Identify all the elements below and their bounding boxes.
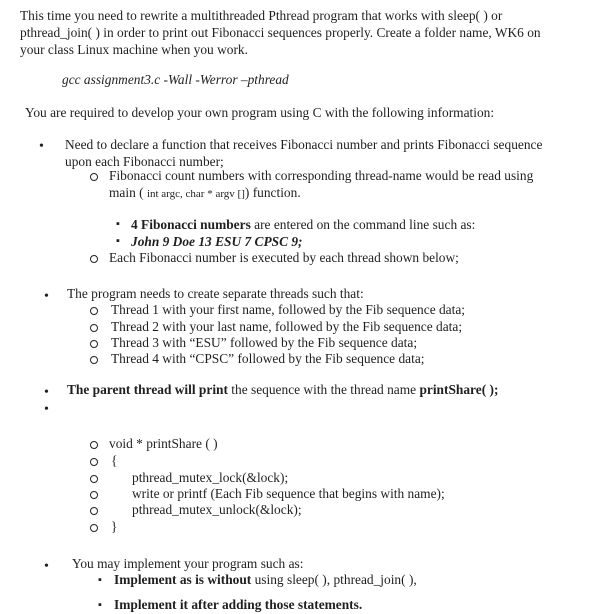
bullet-dot: • [44,402,49,417]
circle-bullet [90,475,98,483]
fib-count-line-1: Fibonacci count numbers with corresponding thread-name would be read using [109,168,534,183]
thread-execution-note: Each Fibonacci number is executed by each thread shown below; [109,250,459,265]
bullet-dot: • [39,139,44,154]
threads-heading: The program needs to create separate threads such that: [67,286,364,301]
circle-bullet [90,324,98,332]
fib-function-line-2: upon each Fibonacci number; [65,154,224,169]
circle-bullet [90,356,98,364]
circle-bullet [90,307,98,315]
code-line: } [111,519,118,534]
circle-bullet [90,524,98,532]
fib-function-line-1: Need to declare a function that receives Fibonacci number and prints Fibonacci sequence [65,137,543,152]
circle-bullet [90,340,98,348]
command-line-example: John 9 Doe 13 ESU 7 CPSC 9; [131,234,303,249]
intro-line-1: This time you need to rewrite a multithreaded Pthread program that works with sleep( ) or [20,8,503,23]
square-bullet: ▪ [116,235,120,247]
bullet-dot: • [44,385,49,400]
circle-bullet [90,507,98,515]
thread-item: Thread 1 with your first name, followed by the Fib sequence data; [111,302,466,317]
square-bullet: ▪ [98,599,102,611]
code-line: pthread_mutex_lock(&lock); [132,470,289,485]
circle-bullet [90,255,98,263]
code-line: void * printShare ( ) [109,436,218,451]
code-line: write or printf (Each Fib sequence that begins with name); [132,486,445,501]
bullet-dot: • [44,559,49,574]
bullet-dot: • [44,289,49,304]
square-bullet: ▪ [116,218,120,230]
thread-item: Thread 2 with your last name, followed by the Fib sequence data; [111,319,463,334]
intro-line-2: pthread_join( ) in order to print out Fibonacci sequences properly. Create a folder name, WK6 on [20,25,541,40]
fib-numbers-note: 4 Fibonacci numbers are entered on the command line such as: [131,217,476,232]
circle-bullet [90,458,98,466]
code-line: { [111,453,118,468]
square-bullet: ▪ [98,574,102,586]
thread-item: Thread 4 with “CPSC” followed by the Fib sequence data; [111,351,425,366]
implementation-heading: You may implement your program such as: [72,556,304,571]
fib-count-line-2: main ( int argc, char * argv []) function. [109,185,301,200]
compile-command: gcc assignment3.c -Wall -Werror –pthread [62,72,289,87]
implement-option-2: Implement it after adding those statements. [114,597,363,612]
implement-option-1: Implement as is without using sleep( ), pthread_join( ), [114,572,417,587]
circle-bullet [90,441,98,449]
circle-bullet [90,491,98,499]
intro-line-3: your class Linux machine when you work. [20,42,248,57]
circle-bullet [90,173,98,181]
parent-thread-note: The parent thread will print the sequence with the thread name printShare( ); [67,382,499,397]
code-line: pthread_mutex_unlock(&lock); [132,502,302,517]
requirements-heading: You are required to develop your own program using C with the following information: [25,105,495,120]
thread-item: Thread 3 with “ESU” followed by the Fib sequence data; [111,335,418,350]
